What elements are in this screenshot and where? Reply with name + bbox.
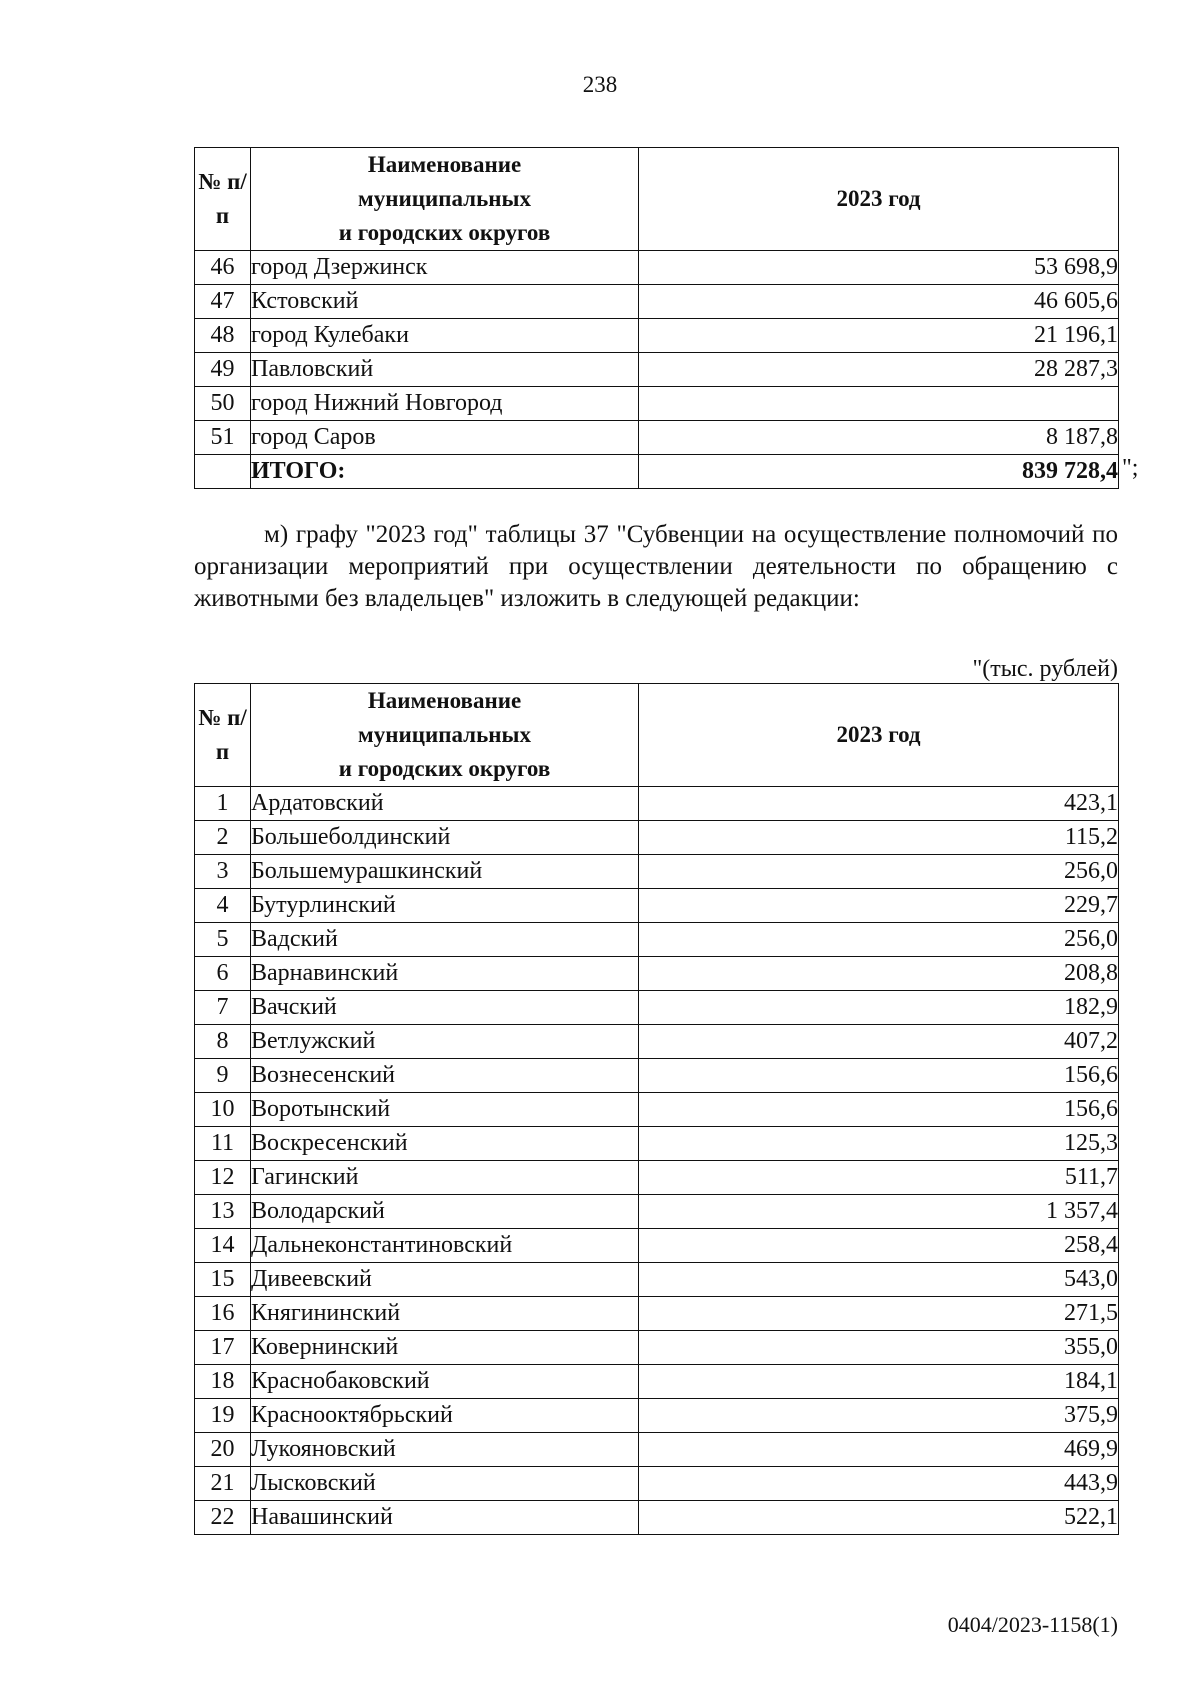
row-number: 14 — [195, 1229, 251, 1263]
row-value: 256,0 — [639, 923, 1119, 957]
row-value: 182,9 — [639, 991, 1119, 1025]
row-number: 17 — [195, 1331, 251, 1365]
row-value: 156,6 — [639, 1059, 1119, 1093]
table-row — [195, 1331, 1119, 1365]
table-row — [195, 1059, 1119, 1093]
table-2-body — [195, 787, 1119, 1535]
total-label: ИТОГО: — [251, 455, 639, 489]
row-number: 20 — [195, 1433, 251, 1467]
table-row — [195, 923, 1119, 957]
row-number: 10 — [195, 1093, 251, 1127]
row-name: Краснобаковский — [251, 1365, 639, 1399]
row-number: 49 — [195, 353, 251, 387]
row-name: Володарский — [251, 1195, 639, 1229]
row-name: Воскресенский — [251, 1127, 639, 1161]
row-value: 469,9 — [639, 1433, 1119, 1467]
table-1-header-row — [195, 148, 1119, 251]
row-value: 229,7 — [639, 889, 1119, 923]
header-name-line-2: муниципальных — [358, 722, 531, 747]
row-number: 3 — [195, 855, 251, 889]
row-number: 9 — [195, 1059, 251, 1093]
row-number: 21 — [195, 1467, 251, 1501]
table-row — [195, 251, 1119, 285]
row-value: 208,8 — [639, 957, 1119, 991]
row-number: 48 — [195, 319, 251, 353]
row-number: 12 — [195, 1161, 251, 1195]
row-name: Ковернинский — [251, 1331, 639, 1365]
row-name: город Кулебаки — [251, 319, 639, 353]
row-value: 184,1 — [639, 1365, 1119, 1399]
row-value: 423,1 — [639, 787, 1119, 821]
table-row — [195, 1501, 1119, 1535]
row-name: город Нижний Новгород — [251, 387, 639, 421]
header-number: № п/п — [195, 148, 251, 251]
row-name: Варнавинский — [251, 957, 639, 991]
row-name: Вадский — [251, 923, 639, 957]
table-row — [195, 1025, 1119, 1059]
document-code: 0404/2023-1158(1) — [947, 1612, 1118, 1637]
row-name: Кстовский — [251, 285, 639, 319]
table-row — [195, 285, 1119, 319]
row-name: Большемурашкинский — [251, 855, 639, 889]
row-value: 53 698,9 — [639, 251, 1119, 285]
header-name-line-3: и городских округов — [338, 220, 551, 245]
row-number: 47 — [195, 285, 251, 319]
row-value: 256,0 — [639, 855, 1119, 889]
row-name: Ветлужский — [251, 1025, 639, 1059]
total-value: 839 728,4 — [639, 455, 1119, 489]
row-number: 15 — [195, 1263, 251, 1297]
header-year: 2023 год — [639, 148, 1119, 251]
table-row — [195, 1263, 1119, 1297]
row-name: Краснооктябрьский — [251, 1399, 639, 1433]
table-row — [195, 889, 1119, 923]
row-value: 443,9 — [639, 1467, 1119, 1501]
row-value: 1 357,4 — [639, 1195, 1119, 1229]
row-name: Навашинский — [251, 1501, 639, 1535]
header-name — [251, 148, 639, 251]
table-row — [195, 1365, 1119, 1399]
row-value — [639, 387, 1119, 421]
table-row — [195, 1195, 1119, 1229]
header-name-line-3: и городских округов — [338, 756, 551, 781]
table-row — [195, 421, 1119, 455]
table-row — [195, 1229, 1119, 1263]
header-name-line-1: Наименование — [367, 152, 522, 177]
row-value: 407,2 — [639, 1025, 1119, 1059]
row-value: 125,3 — [639, 1127, 1119, 1161]
row-number: 2 — [195, 821, 251, 855]
amendment-paragraph: м) графу "2023 год" таблицы 37 "Субвенции на осуществление полномочий по организации мероприятий при осуществлении деятельности по обращению с животными без владельцев" изложить в следующей редакции: — [194, 521, 1118, 612]
row-number: 18 — [195, 1365, 251, 1399]
table-row — [195, 1127, 1119, 1161]
header-name-line-2: муниципальных — [358, 186, 531, 211]
row-name: Дивеевский — [251, 1263, 639, 1297]
row-name: Вачский — [251, 991, 639, 1025]
row-name: Воротынский — [251, 1093, 639, 1127]
row-name: город Саров — [251, 421, 639, 455]
row-value: 511,7 — [639, 1161, 1119, 1195]
table-row — [195, 1161, 1119, 1195]
row-number: 19 — [195, 1399, 251, 1433]
row-value: 543,0 — [639, 1263, 1119, 1297]
row-value: 28 287,3 — [639, 353, 1119, 387]
header-year: 2023 год — [639, 684, 1119, 787]
row-value: 8 187,8 — [639, 421, 1119, 455]
table-1-body — [195, 251, 1119, 489]
table-row — [195, 787, 1119, 821]
row-name: Бутурлинский — [251, 889, 639, 923]
table-row — [195, 1093, 1119, 1127]
row-number: 16 — [195, 1297, 251, 1331]
row-value: 21 196,1 — [639, 319, 1119, 353]
table-row — [195, 991, 1119, 1025]
row-number: 5 — [195, 923, 251, 957]
header-name-line-1: Наименование — [367, 688, 522, 713]
row-name: Павловский — [251, 353, 639, 387]
table-row — [195, 821, 1119, 855]
total-number-cell — [195, 455, 251, 489]
header-name — [251, 684, 639, 787]
row-name: Дальнеконстантиновский — [251, 1229, 639, 1263]
row-number: 11 — [195, 1127, 251, 1161]
row-number: 22 — [195, 1501, 251, 1535]
table-row — [195, 1297, 1119, 1331]
row-value: 375,9 — [639, 1399, 1119, 1433]
row-number: 13 — [195, 1195, 251, 1229]
table-row — [195, 1399, 1119, 1433]
row-number: 46 — [195, 251, 251, 285]
row-value: 522,1 — [639, 1501, 1119, 1535]
row-value: 271,5 — [639, 1297, 1119, 1331]
row-value: 355,0 — [639, 1331, 1119, 1365]
row-value: 258,4 — [639, 1229, 1119, 1263]
page-number: 238 — [582, 72, 618, 97]
row-name: Ардатовский — [251, 787, 639, 821]
header-number: № п/п — [195, 684, 251, 787]
row-name: Лысковский — [251, 1467, 639, 1501]
row-name: Лукояновский — [251, 1433, 639, 1467]
table-2 — [194, 683, 1118, 1535]
row-number: 8 — [195, 1025, 251, 1059]
row-name: Вознесенский — [251, 1059, 639, 1093]
row-number: 7 — [195, 991, 251, 1025]
total-row — [195, 455, 1119, 489]
table-2-header-row — [195, 684, 1119, 787]
row-number: 4 — [195, 889, 251, 923]
table-1-grid — [194, 147, 1119, 489]
row-value: 46 605,6 — [639, 285, 1119, 319]
table-2-grid — [194, 683, 1119, 1535]
unit-label: "(тыс. рублей) — [972, 656, 1118, 682]
row-name: Княгининский — [251, 1297, 639, 1331]
table-row — [195, 387, 1119, 421]
closing-mark: "; — [1122, 455, 1139, 481]
row-number: 6 — [195, 957, 251, 991]
table-row — [195, 957, 1119, 991]
table-row — [195, 353, 1119, 387]
row-value: 156,6 — [639, 1093, 1119, 1127]
row-name: Большеболдинский — [251, 821, 639, 855]
row-value: 115,2 — [639, 821, 1119, 855]
row-name: Гагинский — [251, 1161, 639, 1195]
table-row — [195, 1433, 1119, 1467]
table-row — [195, 1467, 1119, 1501]
row-name: город Дзержинск — [251, 251, 639, 285]
row-number: 50 — [195, 387, 251, 421]
table-row — [195, 319, 1119, 353]
table-1 — [194, 147, 1118, 489]
row-number: 1 — [195, 787, 251, 821]
row-number: 51 — [195, 421, 251, 455]
table-row — [195, 855, 1119, 889]
